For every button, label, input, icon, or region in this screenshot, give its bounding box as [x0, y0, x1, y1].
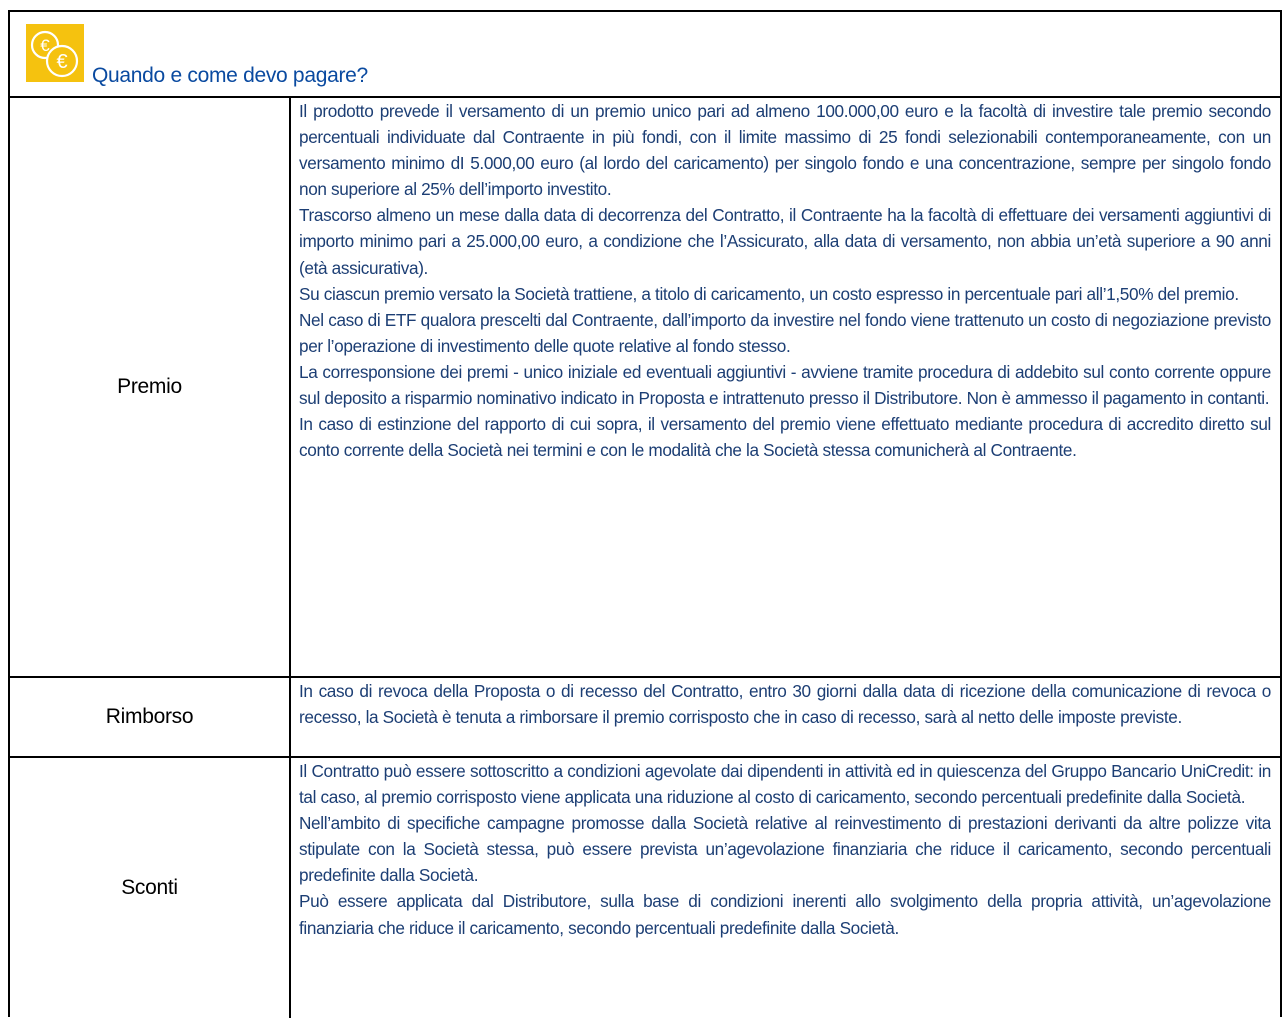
table-row-sconti: [10, 758, 1280, 1018]
row-label-cell: [10, 678, 291, 756]
paragraph: Può essere applicata dal Distributore, sulla base di condizioni inerenti allo svolgimento della propria attività, un’agevolazione finanziaria che riduce il caricamento, secondo percentuali predefinite dalla Società.: [299, 891, 1271, 938]
paragraph: In caso di revoca della Proposta o di recesso del Contratto, entro 30 giorni dalla data di ricezione della comunicazione di revoca o recesso, la Società è tenuta a rimborsare il premio corrisposto che in caso di recesso, sarà al netto delle imposte previste.: [299, 681, 1271, 728]
svg-text:€: €: [40, 36, 50, 55]
row-label: Rimborso: [105, 705, 194, 728]
row-content-cell: [299, 758, 1271, 1018]
paragraph: La corresponsione dei premi - unico iniziale ed eventuali aggiuntivi - avviene tramite procedura di addebito sul conto corrente oppure sul deposito a risparmio nominativo indicato in Proposta e intrattenuto presso il Distributore. Non è ammesso il pagamento in contanti.: [299, 361, 1271, 409]
paragraph: Nel caso di ETF qualora prescelti dal Contraente, dall’importo da investire nel fondo viene trattenuto un costo di negoziazione previsto per l’operazione di investimento delle quote relative al fondo stesso.: [299, 309, 1271, 356]
row-label: Sconti: [121, 876, 178, 899]
section-title: Quando e come devo pagare?: [92, 64, 368, 87]
row-label: Premio: [117, 375, 182, 398]
payment-info-section: [8, 10, 1282, 1017]
row-content-cell: [299, 678, 1271, 756]
paragraph: Trascorso almeno un mese dalla data di decorrenza del Contratto, il Contraente ha la facoltà di effettuare dei versamenti aggiuntivi di importo minimo pari a 25.000,00 euro, a condizione che l’Assicurato, alla data di versamento, non abbia un’età superiore a 90 anni (età assicurativa).: [299, 205, 1271, 278]
euro-coins-icon: [26, 24, 84, 82]
paragraph: Su ciascun premio versato la Società trattiene, a titolo di caricamento, un costo espresso in percentuale pari all’1,50% del premio.: [299, 283, 1239, 304]
row-label-cell: [10, 98, 291, 676]
paragraph: In caso di estinzione del rapporto di cui sopra, il versamento del premio viene effettuato mediante procedura di accredito diretto sul conto corrente della Società nei termini e con le modalità che la Società stessa comunicherà al Contraente.: [299, 414, 1271, 461]
row-label-cell: [10, 758, 291, 1018]
table-row-rimborso: [10, 678, 1280, 758]
row-content-cell: [299, 98, 1271, 676]
svg-text:€: €: [56, 51, 68, 73]
paragraph: Nell’ambito di specifiche campagne promosse dalla Società relative al reinvestimento di prestazioni derivanti da altre polizze vita stipulate con la Società stessa, può essere prevista un’agevolazione finanziaria che riduce il caricamento, secondo percentuali predefinite dalla Società.: [299, 813, 1271, 886]
paragraph: Il Contratto può essere sottoscritto a condizioni agevolate dai dipendenti in attività ed in quiescenza del Gruppo Bancario UniCredit: in tal caso, al premio corrisposto viene applicata una riduzione al costo di caricamento, secondo percentuali predefinite dalla Società.: [299, 761, 1271, 808]
section-header: [10, 12, 1280, 98]
paragraph: Il prodotto prevede il versamento di un premio unico pari ad almeno 100.000,00 euro e la facoltà di investire tale premio secondo percentuali individuate dal Contraente in più fondi, con il limite massimo di 25 fondi selezionabili contemporaneamente, con un versamento minimo dI 5.000,00 euro (al lordo del caricamento) per singolo fondo e una concentrazione, sempre per singolo fondo non superiore al 25% dell’importo investito.: [299, 101, 1271, 200]
table-row-premio: [10, 98, 1280, 678]
